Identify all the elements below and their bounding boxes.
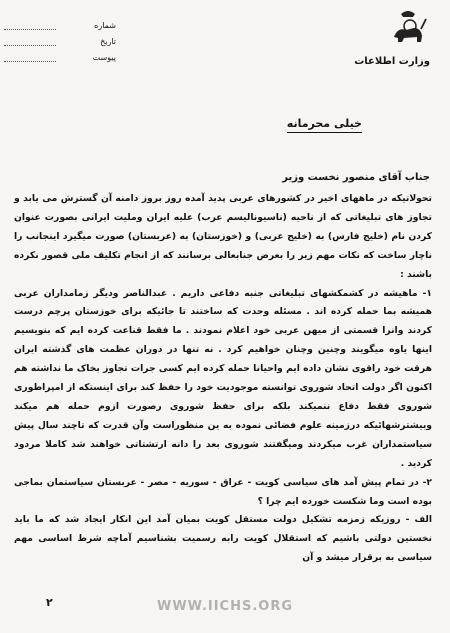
ministry-name: وزارت اطلاعات [354, 56, 430, 67]
paragraph-point-2: ۲- در تمام پیش آمد های سیاسی کویت - عراق - سوریه - مصر - عربستان سیاستمان بماجی بوده است وما شکست خورده ایم چرا ؟ [14, 476, 432, 507]
reference-fields [60, 18, 120, 66]
classification-heading: خیلی محرمانه [286, 117, 362, 130]
paragraph-intro: تحولاتیکه در ماههای اخیر در کشورهای عربی پدید آمده روز بروز دامنه آن گسترش می یابد و تجاوز های تبلیغاتی که از ناحیه (ناسیونالیسم عرب) علیه ایران وملیت ایرانی بصورت عنوان کردن نام (خلیج فارس) به (خلیج عربی) و (خوزستان) به (عربستان) صورت میگیرد اینجانب را ناچار ساخت که نکات مهم زیر را بعرض جنابعالی برسانند که از انجام تکلیف ملی قصور نکرده باشند : [14, 193, 432, 280]
watermark: WWW.IICHS.ORG [156, 599, 294, 614]
lion-and-sun-emblem-icon [388, 6, 428, 46]
paragraph-point-2a: الف - روزیکه زمزمه تشکیل دولت مستقل کویت بمیان آمد این انکار ایجاد شد که ما باید نخستین دولتی باشیم که استقلال کویت رابه رسمیت بشناسیم آماچه شرط اساسی مهم سیاسی به برقرار میشد و آن [14, 514, 432, 564]
field-attachment-label: پیوست [60, 50, 120, 66]
salutation: جناب آقای منصور نخست وزیر [282, 172, 430, 183]
paragraph-point-1: ۱- ماهیشه در کشمکشهای تبلیغاتی جنبه دفاعی داریم . عبدالناصر ودیگر زمامداران عربی همیشه بما حمله کرده اند . مسئله وحدت که ساختند تا جائیکه برای خوزستان پرچم درست کردند وانرا قسمتی از میهن عربی خود اعلام نمودند . ما فقط قناعت کرده ایم که بنویسیم اینها یاوه میگویند وچنین وچنان خواهیم کرد . نه تنها در دوران عظمت های گذشته ایران هرقت خود راقوی نشان داده ایم واحیانا حمله کرده ایم کسی جرات تجاوز بخاک ما نداشته هم اکنون اگر دولت اتحاد شوروی توانسته موجودیت خود را حفظ کند برای اینستکه از امپراطوری شوروی فقط دفاع ننمیکند بلکه برای حفظ شوروی رصورت ازوم حمله هم میکند وبیشترشهائیکه درزمینه علوم فضائی نموده به ین منظوراست وآن قدرت که تاچند سال پیش سیاستمداران غرب میکردند ومیگفتند شوروی بعد را دانه ارتشتاتی خواهند شد کاملا مردود کردید . [14, 287, 432, 469]
field-date-label: تاریخ [60, 34, 120, 50]
page-number: ۲ [46, 596, 53, 609]
field-number-label: شماره [60, 18, 120, 34]
letter-body [14, 190, 432, 568]
